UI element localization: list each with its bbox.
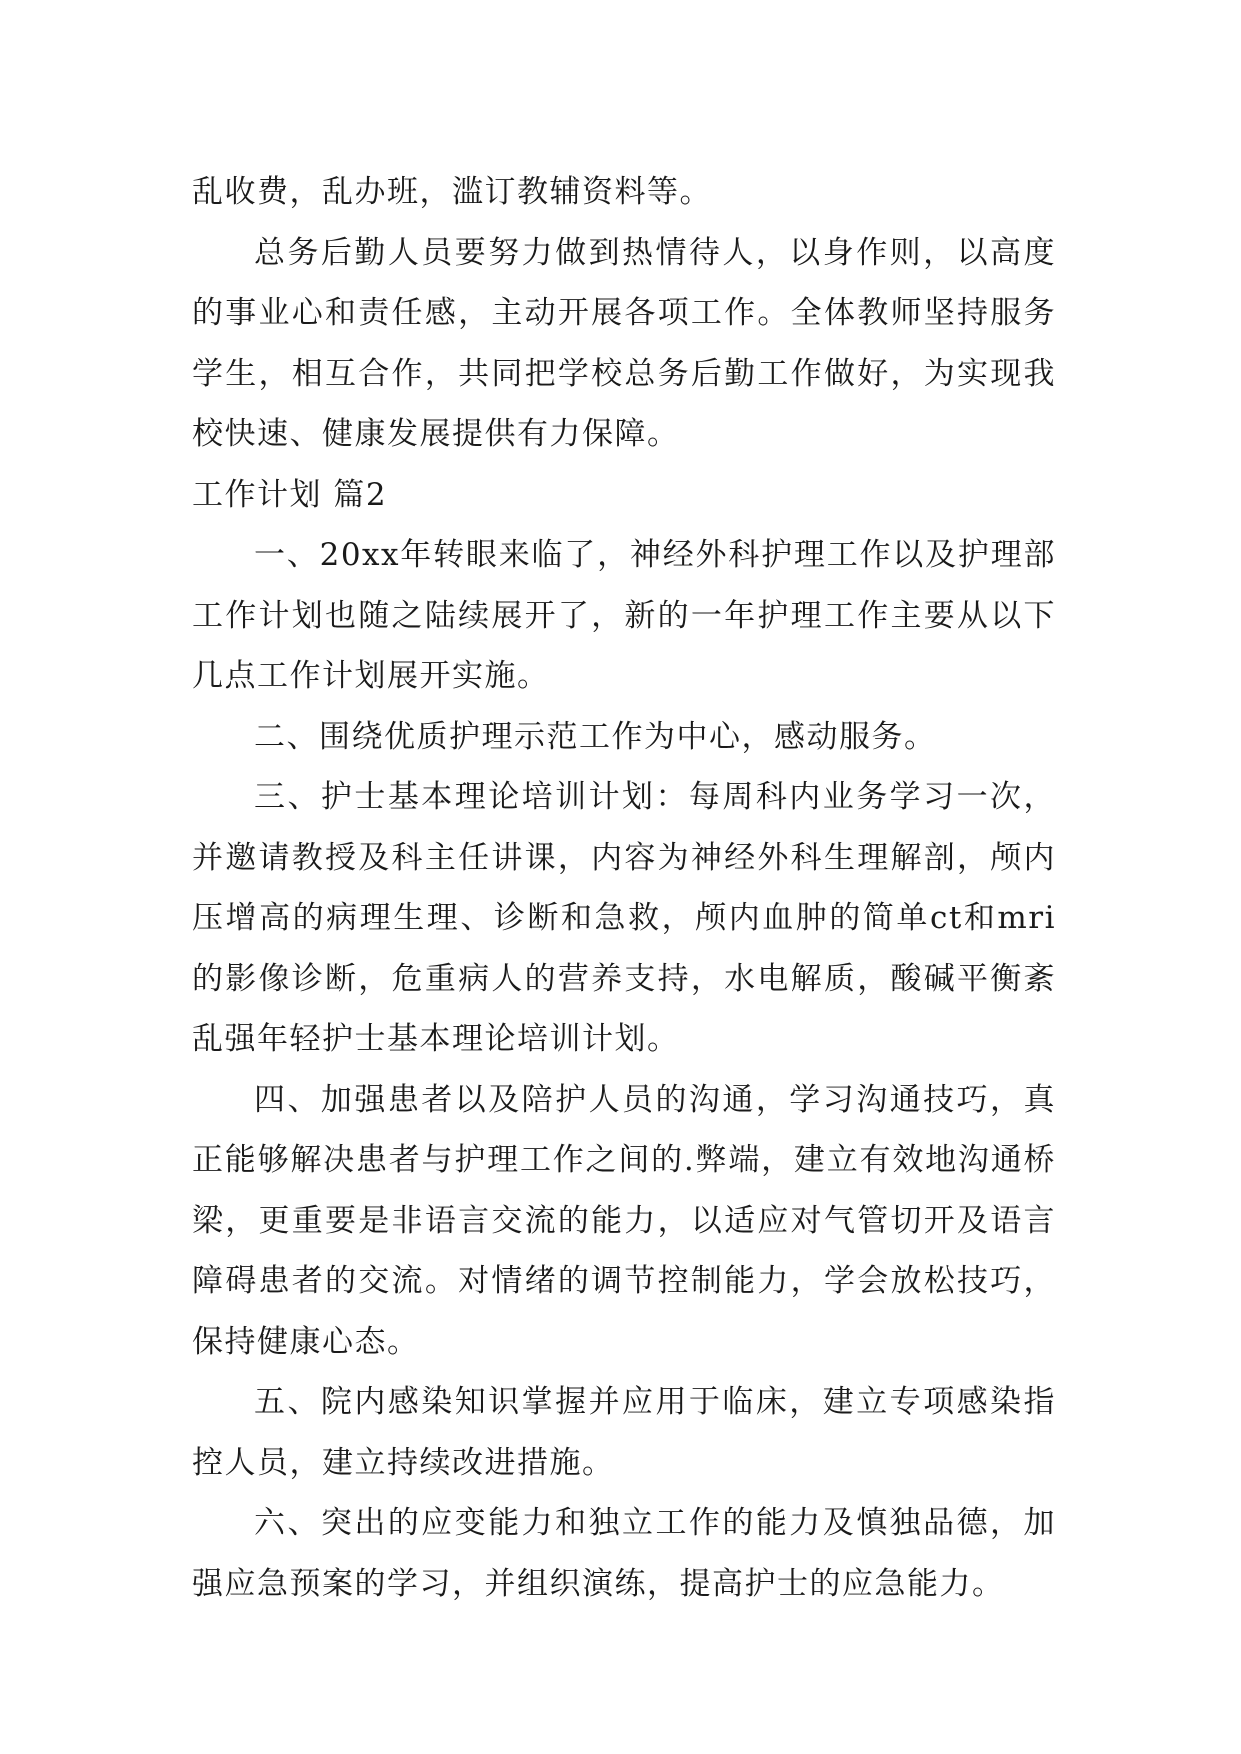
paragraph-item-3: 三、护士基本理论培训计划：每周科内业务学习一次，并邀请教授及科主任讲课，内容为神经外科生理解剖，颅内压增高的病理生理、诊断和急救，颅内血肿的简单ct和mri的影像诊断，危重病人的营养支持，水电解质，酸碱平衡紊乱强年轻护士基本理论培训计划。: [192, 779, 1056, 1057]
paragraph-item-2: 二、围绕优质护理示范工作为中心，感动服务。: [254, 718, 937, 755]
section-heading: 工作计划 篇2: [192, 476, 388, 513]
document-body: [192, 162, 1056, 1614]
paragraph-item-6: 六、突出的应变能力和独立工作的能力及慎独品德，加强应急预案的学习，并组织演练，提高护士的应急能力。: [192, 1505, 1056, 1602]
paragraph-item-4: 四、加强患者以及陪护人员的沟通，学习沟通技巧，真正能够解决患者与护理工作之间的.弊端，建立有效地沟通桥梁，更重要是非语言交流的能力，以适应对气管切开及语言障碍患者的交流。对情绪的调节控制能力，学会放松技巧，保持健康心态。: [192, 1081, 1056, 1360]
paragraph-item-5: 五、院内感染知识掌握并应用于临床，建立专项感染指控人员，建立持续改进措施。: [192, 1384, 1056, 1481]
paragraph-continuation: 乱收费，乱办班，滥订教辅资料等。: [192, 174, 712, 210]
paragraph-logistics-staff: 总务后勤人员要努力做到热情待人，以身作则，以高度的事业心和责任感，主动开展各项工作。全体教师坚持服务学生，相互合作，共同把学校总务后勤工作做好，为实现我校快速、健康发展提供有力保障。: [192, 234, 1056, 452]
paragraph-item-1: 一、20xx年转眼来临了，神经外科护理工作以及护理部工作计划也随之陆续展开了，新的一年护理工作主要从以下几点工作计划展开实施。: [192, 537, 1056, 694]
